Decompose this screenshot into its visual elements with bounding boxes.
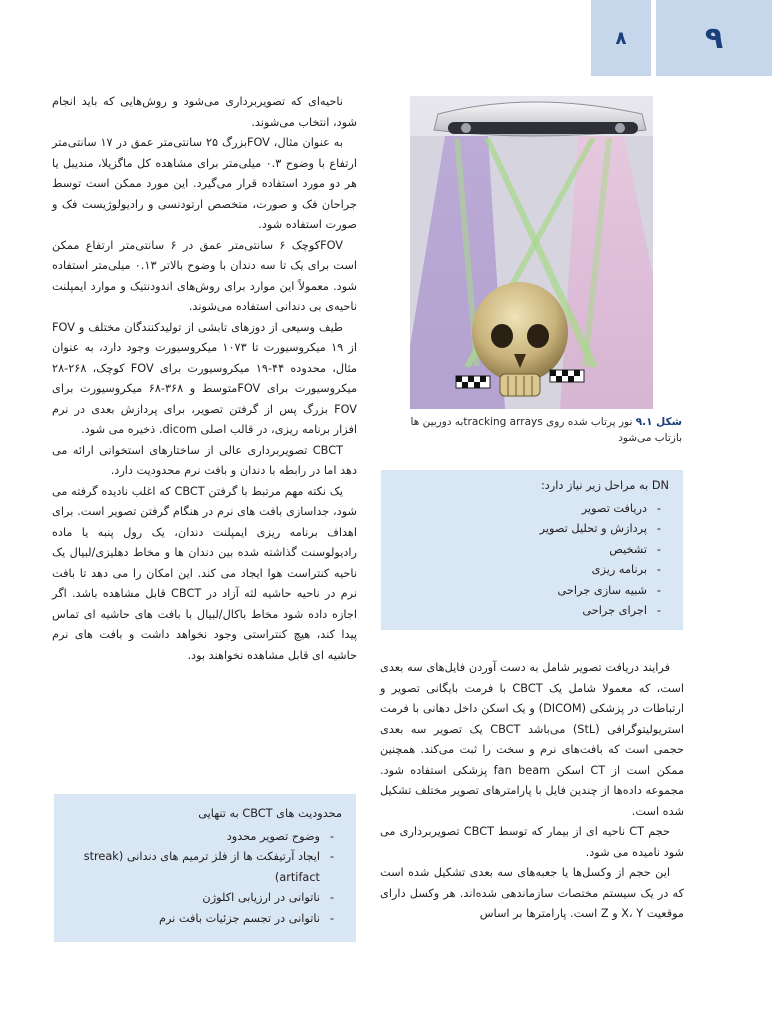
list-item: - برنامه ریزی [395, 560, 657, 581]
left-text-column [52, 92, 357, 666]
dn-steps-box [381, 470, 683, 630]
list-item: - شبیه سازی جراحی [395, 581, 657, 602]
paragraph: حجم CT ناحیه ای از بیمار که توسط CBCT تصویربرداری می شود نامیده می شود. [380, 825, 684, 859]
limits-box-title: محدودیت های CBCT به تنهایی [198, 807, 342, 820]
right-text-column [380, 658, 684, 925]
list-item: - اجرای جراحی [395, 601, 657, 622]
list-item: - ایجاد آرتیفکت ها از فلز ترمیم های دندانی (streak artifact) [68, 847, 330, 888]
figure-caption-text: نور پرتاب شده روی tracking arraysبه دوربین ها بازتاب می‌شود [410, 416, 682, 444]
paragraph: ناحیه‌ای که تصویربرداری می‌شود و روش‌هایی که باید انجام شود، انتخاب می‌شوند. [52, 95, 357, 129]
tracking-array-right [550, 370, 584, 382]
steps-box-title: DN به مراحل زیر نیاز دارد: [540, 479, 669, 492]
paragraph: FOVکوچک ۶ سانتی‌متر عمق در ۶ سانتی‌متر ارتفاع ممکن است برای یک تا سه دندان با وضوح بالاتر ۰.۱۳ میلی‌متر استفاده شود. معمولاً این موارد برای روش‌های اندودنتیک و موارد ایمپلنت ناحیه‌ی بی دندانی استفاده می‌شوند. [52, 238, 357, 313]
paragraph: CBCT تصویربرداری عالی از ساختارهای استخوانی ارائه می دهد اما در رابطه با دندان و بافت نرم محدودیت دارد. [52, 443, 357, 477]
figure-number: شکل ۹.۱ [635, 416, 682, 428]
previous-page-tab [591, 0, 651, 76]
figure-tracking-illustration [410, 96, 653, 409]
cbct-limitations-box [54, 794, 356, 942]
list-item: - تشخیص [395, 540, 657, 561]
current-page-number: ۹ [704, 20, 724, 56]
tracking-camera-illustration [410, 96, 653, 409]
paragraph: طیف وسیعی از دوزهای تابشی از تولیدکنندگان مختلف و FOV از ۱۹ میکروسیورت تا ۱۰۷۳ میکروسیورت وجود دارد، به عنوان مثال، محدوده ۴۴-۱۹ میکروسیورت برای FOV کوچک، ۲۶۸-۲۸ میکروسیورت برای FOVمتوسط و ۳۶۸-۶۸ میکروسیورت برای FOV بزرگ پس از گرفتن تصویر، برای پردازش بعدی در نرم افزار برنامه ریزی، در قالب اصلی dicom. ذخیره می شود. [52, 320, 357, 436]
list-item: - ناتوانی در ارزیابی اکلوژن [68, 888, 330, 909]
tracking-array-left [456, 376, 490, 388]
figure-caption [382, 414, 682, 446]
paragraph: یک نکته مهم مرتبط با گرفتن CBCT که اغلب نادیده گرفته می شود، جداسازی بافت های نرم در هنگام گرفتن تصویر است. برای اهداف برنامه ریزی ایمپلنت دندان، یک رول پنبه یا ماده رادیولوسنت گذاشته شده بین دندان ها و مخاط دهلیزی/لبیال یک ناحیه کنتراست هوا ایجاد می کند. این امکان را می دهد تا بافت نرم در ناحیه حاشیه لثه آزاد در CBCT قابل مشاهده باشد. اگر اجازه داده شود مخاط باکال/لبیال با بافت های حاشیه ای تماس پیدا کند، هیچ کنتراستی وجود نخواهد داشت و بافت های نرم حاشیه ای قابل مشاهده نخواهند بود. [52, 484, 357, 662]
list-item: - وضوح تصویر محدود [68, 827, 330, 848]
camera-lens-bar [448, 122, 638, 134]
paragraph: این حجم از وکسل‌ها یا جعبه‌های سه بعدی تشکیل شده است که در یک سیستم مختصات سازماندهی شده‌اند. هر وکسل دارای موقعیت X، Y و Z است. پارامترها بر اساس [380, 866, 684, 920]
previous-page-number: ۸ [615, 27, 627, 49]
list-item: - پردازش و تحلیل تصویر [395, 519, 657, 540]
paragraph: فرایند دریافت تصویر شامل به دست آوردن فایل‌های سه بعدی است، که معمولا شامل یک CBCT با فرمت بایگانی تصویر و ارتباطات در پزشکی (DICOM) و یک اسکن داخل دهانی با فرمت استریولیتوگرافی (StL) می‌باشد CBCT یک تصویر سه بعدی حجمی است که بافت‌های نرم و سخت را ثبت می‌کند. همچنین ممکن است از CT اسکن fan beam پزشکی استفاده شود. مجموعه داده‌ها از چندین فایل با پارامترهای تصویر مختلف تشکیل شده است. [379, 661, 684, 818]
steps-list [395, 499, 669, 622]
list-item: - دریافت تصویر [395, 499, 657, 520]
current-page-tab [656, 0, 772, 76]
paragraph: به عنوان مثال، FOVبزرگ ۲۵ سانتی‌متر عمق در ۱۷ سانتی‌متر ارتفاع با وضوح ۰.۳ میلی‌متر برای مشاهده کل ماگزیلا، مندیبل یا هر دو مورد استفاده قرار می‌گیرد. این مورد ممکن است توسط جراحان فک و صورت، متخصص ارتودنسی و رادیولوژیست فک و صورت استفاده شود. [52, 136, 357, 231]
limits-list [68, 827, 342, 930]
list-item: - ناتوانی در تجسم جزئیات بافت نرم [68, 909, 330, 930]
